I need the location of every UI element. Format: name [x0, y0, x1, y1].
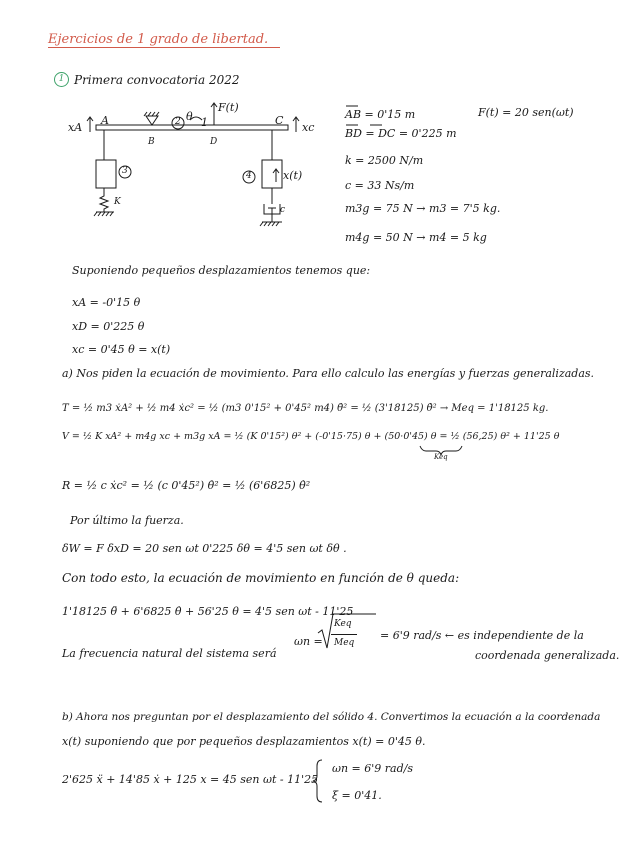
- label-ft: F(t): [218, 101, 239, 114]
- label-k: K: [114, 197, 121, 207]
- data-ab: AB = 0'15 m: [345, 108, 416, 121]
- mass-4: [262, 160, 282, 188]
- fraction-bar: [331, 634, 357, 635]
- problem-heading: Primera convocatoria 2022: [74, 73, 240, 87]
- eq-virtual-work: δW = F δxD = 20 sen ωt 0'225 δθ = 4'5 sen ωt δθ .: [62, 542, 347, 555]
- text-a-intro: a) Nos piden la ecuación de movimiento. Para ello calculo las energías y fuerzas generalizadas.: [62, 367, 595, 380]
- text-b-intro: b) Ahora nos preguntan por el desplazamiento del sólido 4. Convertimos la ecuación a la coordenada: [62, 711, 601, 723]
- label-body-3: 3: [122, 166, 128, 176]
- label-xc: xc: [302, 121, 315, 134]
- text-b-intro-2: x(t) suponiendo que por pequeños desplazamientos x(t) = 0'45 θ.: [62, 735, 426, 748]
- label-body-2: 2: [175, 117, 181, 127]
- label-a: A: [101, 114, 109, 127]
- result-wn: ωn = 6'9 rad/s: [332, 762, 413, 775]
- label-c-damper: c: [280, 205, 286, 215]
- text-xa: xA = -0'15 θ: [72, 296, 141, 309]
- label-body-4: 4: [246, 171, 252, 181]
- xa-arrow: [87, 117, 93, 132]
- eq-motion-theta: 1'18125 θ̈ + 6'6825 θ̇ + 56'25 θ = 4'5 sen ωt - 11'25: [62, 605, 354, 618]
- force-arrow: [211, 103, 217, 125]
- text-xc: xc = 0'45 θ = x(t): [72, 343, 171, 356]
- xc-arrow: [293, 117, 299, 132]
- eq-rayleigh: R = ½ c ẋc² = ½ (c 0'45²) θ̇² = ½ (6'6825) θ̇²: [62, 479, 311, 492]
- eq-kinetic: T = ½ m3 ẋA² + ½ m4 ẋc² = ½ (m3 0'15² + 0'45² m4) θ̇² = ½ (3'18125) θ̇² → Meq = 1'18125 kg.: [62, 403, 549, 414]
- damper-c: [264, 188, 280, 222]
- ground-right: [260, 222, 282, 226]
- text-wn-lhs: ωn =: [294, 635, 323, 648]
- text-coordenada: coordenada generalizada.: [475, 649, 619, 662]
- text-fuerza: Por último la fuerza.: [70, 514, 184, 527]
- eq-motion-x: 2'625 ẍ + 14'85 ẋ + 125 x = 45 sen ωt - 11'25: [62, 773, 319, 786]
- text-con-todo: Con todo esto, la ecuación de movimiento en función de θ queda:: [62, 571, 460, 585]
- text-xd: xD = 0'225 θ: [72, 320, 145, 333]
- pivot-support: [146, 116, 158, 125]
- ground-left: [94, 212, 114, 216]
- data-c: c = 33 Ns/m: [345, 179, 415, 192]
- frac-meq: Meq: [334, 638, 355, 648]
- data-m3: m3g = 75 N → m3 = 7'5 kg.: [345, 202, 501, 215]
- label-d: D: [210, 137, 218, 147]
- result-zeta: ξ = 0'41.: [332, 789, 382, 802]
- label-c: C: [275, 114, 284, 127]
- mass-3: [96, 160, 116, 188]
- beam: [96, 125, 288, 130]
- label-theta: θ: [186, 110, 193, 123]
- label-body-1: 1: [201, 116, 208, 129]
- spring-k: [100, 188, 108, 212]
- text-suponiendo: Suponiendo pequeños desplazamientos tenemos que:: [72, 264, 371, 277]
- page-title: Ejercicios de 1 grado de libertad.: [48, 32, 269, 47]
- text-wn-value: = 6'9 rad/s ← es independiente de la: [380, 629, 584, 642]
- xt-arrow: [273, 169, 279, 182]
- label-xa: xA: [68, 121, 83, 134]
- eq-potential: V = ½ K xA² + m4g xc + m3g xA = ½ (K 0'15²) θ² + (-0'15·75) θ + (50·0'45) θ = ½ (56,25) θ² + 11'25 θ: [62, 431, 560, 442]
- data-bd: BD = DC = 0'225 m: [345, 127, 457, 140]
- pivot-hatch: [144, 112, 159, 116]
- data-m4: m4g = 50 N → m4 = 5 kg: [345, 231, 487, 244]
- label-keq: Keq: [434, 453, 448, 461]
- data-force: F(t) = 20 sen(ωt): [478, 106, 574, 119]
- label-xt: x(t): [283, 169, 303, 182]
- problem-number: 1: [54, 72, 69, 87]
- text-frecuencia: La frecuencia natural del sistema será: [62, 647, 277, 660]
- data-k: k = 2500 N/m: [345, 154, 424, 167]
- label-b: B: [148, 137, 155, 147]
- frac-keq: Keq: [334, 619, 352, 629]
